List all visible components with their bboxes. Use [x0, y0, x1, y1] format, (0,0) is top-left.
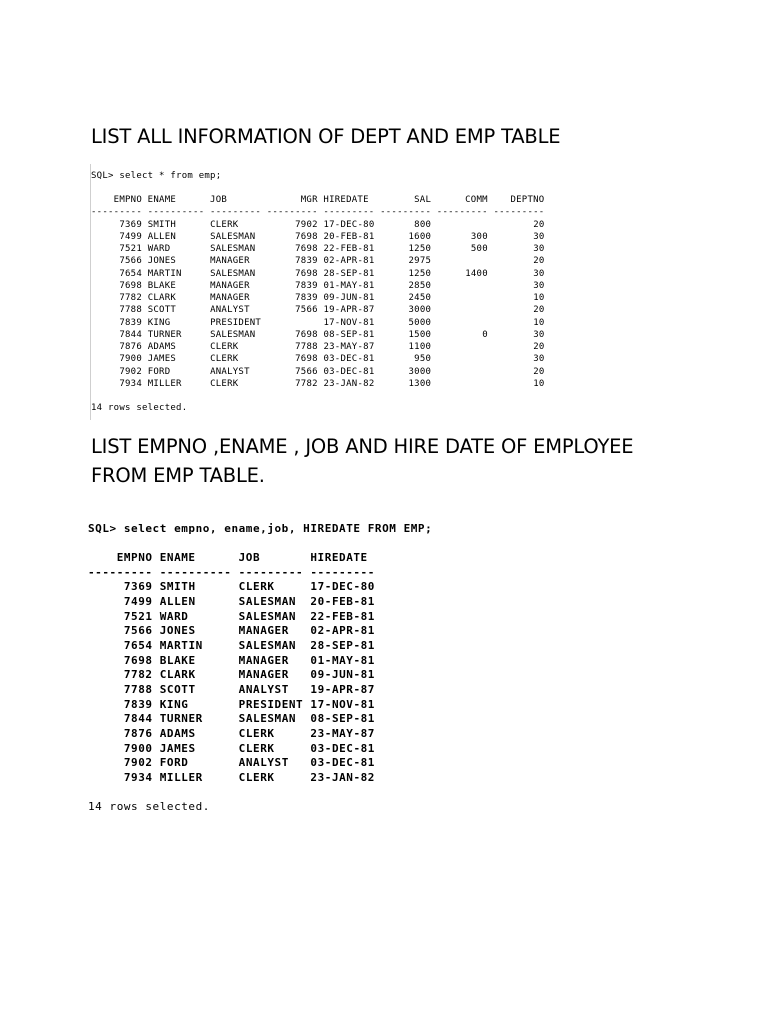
table-cell-mgr: 7698 [266, 354, 318, 365]
table-row [91, 280, 545, 292]
table-cell-sal: 2450 [380, 293, 432, 303]
table-cell-ename: CLARK [147, 293, 205, 303]
table-row [88, 668, 375, 683]
table-cell-sal: 3000 [380, 366, 432, 377]
table-cell-deptno: 20 [493, 366, 545, 377]
table-cell-job: SALESMAN [238, 638, 304, 652]
table-cell-comm [437, 220, 488, 230]
table-row [91, 341, 545, 353]
table-cell-deptno: 30 [493, 354, 545, 365]
table-cell-mgr: 7839 [266, 293, 318, 303]
table-cell-job: SALESMAN [210, 268, 262, 279]
table-cell-empno: 7876 [88, 726, 153, 740]
table-cell-empno: 7788 [91, 305, 143, 316]
table-row [91, 317, 545, 329]
table-cell-hiredate: 08-SEP-81 [323, 329, 375, 340]
table-cell-empno: 7521 [91, 244, 143, 254]
table-cell-mgr: 7902 [266, 219, 318, 230]
table-cell-ename: ADAMS [147, 342, 205, 352]
table-header-row: EMPNO ENAME JOB MGR HIREDATE SAL COMM DEPTNO [91, 195, 545, 205]
table-row [88, 639, 375, 654]
table-cell-comm: 300 [436, 231, 488, 242]
table-cell-mgr [267, 318, 318, 328]
table-cell-empno: 7844 [88, 712, 153, 726]
table-cell-deptno: 30 [493, 231, 545, 242]
table-separator: --------- ---------- --------- --------- [88, 565, 375, 579]
table-cell-mgr: 7566 [266, 366, 318, 377]
table-cell-empno: 7782 [91, 293, 143, 303]
table-cell-job: PRESIDENT [238, 697, 304, 711]
table-cell-hiredate: 01-MAY-81 [323, 280, 375, 291]
table-cell-hiredate: 03-DEC-81 [323, 354, 375, 365]
table-cell-hiredate: 09-JUN-81 [310, 668, 375, 682]
table-cell-ename: BLAKE [147, 280, 205, 291]
table-cell-empno: 7844 [91, 329, 143, 340]
table-cell-mgr: 7839 [266, 256, 318, 267]
table-cell-ename: JAMES [159, 741, 232, 755]
table-cell-ename: KING [147, 317, 205, 328]
table-cell-job: SALESMAN [210, 231, 262, 242]
table-cell-ename: WARD [147, 244, 205, 254]
rows-selected-footer: 14 rows selected. [91, 403, 188, 413]
table-cell-empno: 7698 [91, 280, 143, 291]
table-cell-comm [437, 342, 488, 352]
table-row [88, 624, 375, 639]
table-cell-job: CLERK [210, 342, 262, 352]
table-cell-ename: MILLER [159, 770, 232, 784]
table-cell-hiredate: 01-MAY-81 [310, 653, 375, 667]
table-cell-sal: 800 [380, 219, 432, 230]
table-cell-ename: ADAMS [159, 726, 232, 740]
table-cell-job: SALESMAN [238, 594, 304, 608]
table-cell-job: MANAGER [238, 653, 304, 667]
table-cell-mgr: 7839 [266, 280, 318, 291]
table-cell-ename: JONES [159, 624, 232, 638]
table-header-row: EMPNO ENAME JOB HIREDATE [88, 551, 375, 564]
table-row [91, 353, 545, 365]
table-cell-ename: WARD [159, 609, 232, 623]
table-cell-hiredate: 03-DEC-81 [310, 741, 375, 755]
table-cell-hiredate: 20-FEB-81 [323, 231, 375, 242]
table-cell-mgr: 7782 [266, 378, 318, 389]
table-cell-deptno: 20 [493, 342, 545, 352]
table-row [91, 292, 545, 304]
heading-line-1: LIST EMPNO ,ENAME , JOB AND HIRE DATE OF EMPLOYEE [91, 435, 634, 458]
table-cell-sal: 1250 [380, 268, 432, 279]
table-cell-sal: 1100 [380, 342, 432, 352]
table-cell-comm [437, 379, 488, 389]
table-cell-deptno: 10 [493, 317, 545, 328]
table-cell-ename: FORD [147, 366, 205, 377]
table-cell-ename: CLARK [159, 668, 232, 682]
table-cell-hiredate: 28-SEP-81 [323, 268, 375, 279]
table-cell-ename: TURNER [159, 712, 232, 726]
table-cell-comm: 1400 [436, 268, 488, 279]
table-cell-job: CLERK [210, 219, 262, 230]
result-table [91, 194, 545, 390]
table-cell-deptno: 20 [493, 256, 545, 267]
table-cell-ename: SMITH [159, 580, 232, 594]
table-cell-hiredate: 17-NOV-81 [323, 317, 375, 328]
table-cell-comm: 500 [436, 244, 488, 254]
table-cell-hiredate: 17-NOV-81 [310, 697, 375, 711]
table-cell-hiredate: 17-DEC-80 [310, 580, 375, 594]
table-cell-sal: 2850 [380, 280, 432, 291]
table-cell-comm [437, 354, 488, 364]
table-cell-ename: TURNER [147, 329, 205, 340]
table-cell-sal: 950 [380, 354, 432, 365]
table-cell-job: CLERK [238, 580, 304, 594]
table-cell-empno: 7839 [88, 697, 153, 711]
table-row [88, 580, 375, 595]
table-row [91, 366, 545, 378]
table-cell-hiredate: 22-FEB-81 [310, 609, 375, 623]
table-row [88, 771, 375, 786]
table-cell-hiredate: 02-APR-81 [323, 256, 375, 267]
table-cell-empno: 7566 [88, 624, 153, 638]
table-cell-empno: 7654 [88, 638, 153, 652]
table-cell-hiredate: 20-FEB-81 [310, 594, 375, 608]
table-cell-sal: 1600 [380, 231, 432, 242]
table-separator: --------- ---------- --------- --------- --------- --------- --------- --------- [91, 207, 545, 218]
table-row [88, 610, 375, 625]
table-cell-job: CLERK [238, 770, 304, 784]
table-row [91, 219, 545, 231]
table-cell-job: SALESMAN [238, 609, 304, 623]
table-cell-job: SALESMAN [210, 329, 262, 340]
table-row [91, 255, 545, 267]
table-row [88, 727, 375, 742]
table-cell-job: PRESIDENT [210, 317, 262, 328]
table-cell-sal: 1500 [380, 329, 432, 340]
table-cell-job: ANALYST [210, 366, 262, 377]
table-cell-ename: MILLER [147, 378, 205, 389]
table-cell-empno: 7566 [91, 256, 143, 267]
table-cell-empno: 7521 [88, 609, 153, 623]
table-row [91, 378, 545, 390]
table-cell-comm [437, 281, 488, 291]
table-cell-ename: SCOTT [147, 305, 205, 316]
table-cell-job: CLERK [238, 726, 304, 740]
table-cell-comm [437, 305, 488, 315]
table-row [91, 329, 545, 341]
table-row [88, 712, 375, 727]
table-cell-job: MANAGER [210, 256, 262, 267]
table-row [88, 683, 375, 698]
table-cell-mgr: 7566 [266, 305, 318, 316]
table-cell-empno: 7499 [88, 594, 153, 608]
table-cell-deptno: 20 [493, 219, 545, 230]
table-row [91, 268, 545, 280]
table-cell-hiredate: 23-MAY-87 [310, 726, 375, 740]
table-cell-ename: ALLEN [159, 594, 232, 608]
table-cell-deptno: 30 [493, 268, 545, 279]
table-cell-deptno: 20 [493, 305, 545, 316]
table-cell-ename: FORD [159, 756, 232, 770]
table-cell-sal: 1300 [380, 378, 432, 389]
table-cell-ename: JONES [147, 256, 205, 267]
table-cell-mgr: 7698 [266, 329, 318, 340]
table-cell-hiredate: 09-JUN-81 [323, 293, 375, 303]
table-cell-empno: 7839 [91, 317, 143, 328]
table-cell-ename: MARTIN [159, 638, 232, 652]
table-cell-empno: 7902 [91, 366, 143, 377]
table-cell-empno: 7369 [91, 219, 143, 230]
table-cell-hiredate: 19-APR-87 [323, 305, 375, 316]
table-cell-ename: BLAKE [159, 653, 232, 667]
sql-command: SQL> select empno, ename,job, HIREDATE FROM EMP; [88, 522, 433, 535]
rows-selected-footer: 14 rows selected. [88, 800, 210, 813]
table-cell-hiredate: 23-MAY-87 [323, 342, 375, 352]
table-cell-deptno: 30 [493, 280, 545, 291]
table-cell-job: MANAGER [238, 624, 304, 638]
table-cell-ename: SMITH [147, 219, 205, 230]
table-cell-job: ANALYST [238, 756, 304, 770]
heading-line-2: FROM EMP TABLE. [91, 464, 265, 487]
table-cell-comm [437, 318, 488, 328]
table-cell-empno: 7900 [88, 741, 153, 755]
table-cell-comm [437, 256, 488, 266]
table-row [88, 742, 375, 757]
table-cell-sal: 5000 [380, 317, 432, 328]
table-row [88, 654, 375, 669]
table-cell-hiredate: 08-SEP-81 [310, 712, 375, 726]
table-cell-empno: 7876 [91, 342, 143, 352]
table-cell-ename: KING [159, 697, 232, 711]
table-cell-hiredate: 22-FEB-81 [323, 244, 375, 254]
table-cell-job: ANALYST [238, 682, 304, 696]
table-cell-empno: 7788 [88, 682, 153, 696]
table-cell-empno: 7900 [91, 354, 143, 365]
table-cell-hiredate: 02-APR-81 [310, 624, 375, 638]
table-cell-job: CLERK [210, 378, 262, 389]
table-cell-mgr: 7698 [266, 231, 318, 242]
table-cell-sal: 1250 [380, 244, 432, 254]
table-cell-hiredate: 03-DEC-81 [310, 756, 375, 770]
table-row [91, 304, 545, 316]
table-cell-empno: 7934 [88, 770, 153, 784]
result-table [88, 551, 375, 786]
table-cell-empno: 7369 [88, 580, 153, 594]
table-cell-deptno: 30 [493, 244, 545, 254]
table-row [88, 595, 375, 610]
table-row [88, 756, 375, 771]
table-cell-sal: 2975 [380, 256, 432, 267]
table-cell-job: MANAGER [210, 293, 262, 303]
table-row [91, 243, 545, 255]
table-cell-hiredate: 17-DEC-80 [323, 219, 375, 230]
table-cell-hiredate: 23-JAN-82 [310, 770, 375, 784]
sql-command: SQL> select * from emp; [91, 171, 222, 181]
table-cell-comm: 0 [436, 329, 488, 340]
table-cell-deptno: 10 [493, 378, 545, 389]
table-cell-job: MANAGER [210, 280, 262, 291]
table-cell-mgr: 7698 [266, 244, 318, 254]
table-cell-job: SALESMAN [210, 244, 262, 254]
table-cell-empno: 7934 [91, 378, 143, 389]
heading-list-all-information: LIST ALL INFORMATION OF DEPT AND EMP TABLE [91, 125, 561, 148]
table-cell-ename: ALLEN [147, 231, 205, 242]
table-cell-empno: 7902 [88, 756, 153, 770]
table-cell-empno: 7654 [91, 268, 143, 279]
table-cell-comm [437, 367, 488, 377]
table-cell-empno: 7499 [91, 231, 143, 242]
table-cell-comm [437, 293, 488, 303]
table-cell-job: SALESMAN [238, 712, 304, 726]
table-cell-hiredate: 23-JAN-82 [323, 378, 375, 389]
table-cell-ename: MARTIN [147, 268, 205, 279]
table-cell-mgr: 7788 [266, 342, 318, 352]
table-row [88, 698, 375, 713]
sqlplus-screenshot-select-columns [88, 518, 488, 818]
table-cell-hiredate: 03-DEC-81 [323, 366, 375, 377]
heading-list-empno-ename-job-hiredate [91, 432, 633, 490]
table-cell-empno: 7698 [88, 653, 153, 667]
table-cell-deptno: 30 [493, 329, 545, 340]
table-cell-ename: JAMES [147, 354, 205, 365]
table-cell-hiredate: 19-APR-87 [310, 682, 375, 696]
table-cell-mgr: 7698 [266, 268, 318, 279]
table-cell-job: CLERK [238, 741, 304, 755]
table-cell-hiredate: 28-SEP-81 [310, 638, 375, 652]
table-row [91, 231, 545, 243]
table-cell-job: MANAGER [238, 668, 304, 682]
table-cell-job: ANALYST [210, 305, 262, 316]
table-cell-empno: 7782 [88, 668, 153, 682]
table-cell-job: CLERK [210, 354, 262, 365]
table-cell-deptno: 10 [493, 293, 545, 303]
table-cell-sal: 3000 [380, 305, 432, 316]
sqlplus-screenshot-select-all [90, 164, 611, 420]
table-cell-ename: SCOTT [159, 682, 232, 696]
